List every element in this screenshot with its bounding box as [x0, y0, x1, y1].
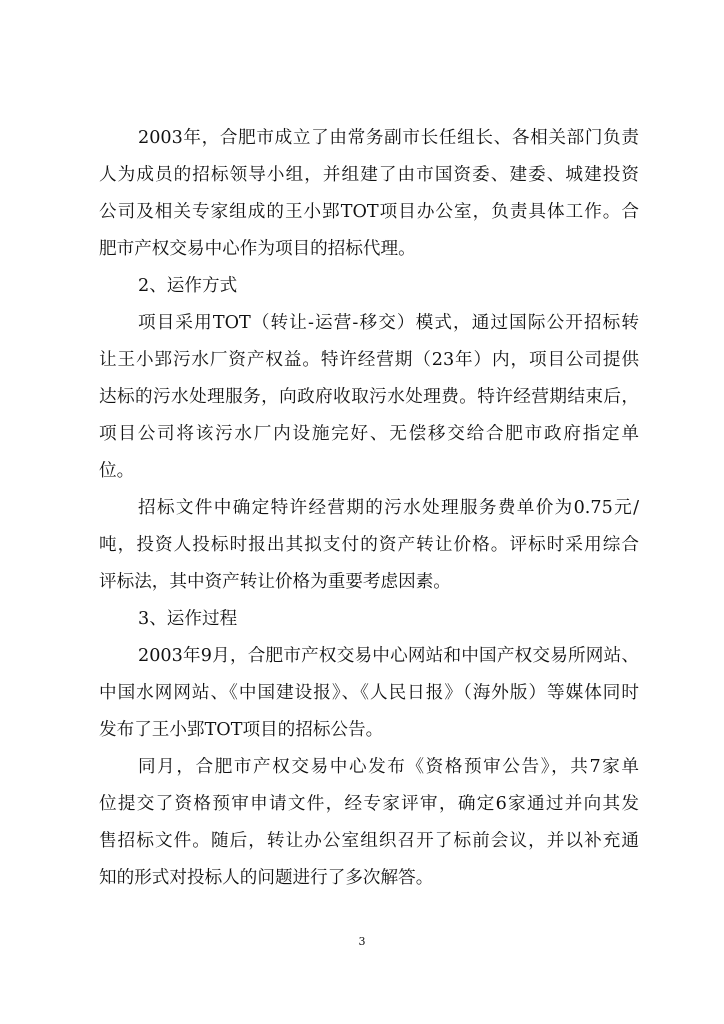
paragraph-prequalification-line-3: 售招标文件。随后，转让办公室组织召开了标前会议，并以补充通: [99, 831, 639, 851]
paragraph-operation-mode-line-2: 让王小郢污水厂资产权益。特许经营期（23年）内，项目公司提供: [99, 350, 639, 370]
page-number: 3: [358, 935, 366, 948]
paragraph-operation-mode-line-4: 项目公司将该污水厂内设施完好、无偿移交给合肥市政府指定单: [99, 424, 639, 444]
paragraph-operation-mode-line-1: 项目采用TOT（转让-运营-移交）模式，通过国际公开招标转: [138, 313, 639, 333]
paragraph-bidding-terms-line-2: 吨，投资人投标时报出其拟支付的资产转让价格。评标时采用综合: [99, 535, 639, 555]
paragraph-background-line-3: 公司及相关专家组成的王小郢TOT项目办公室，负责具体工作。合: [99, 202, 639, 222]
paragraph-bidding-terms-line-3: 评标法，其中资产转让价格为重要考虑因素。: [99, 572, 451, 592]
paragraph-background-line-1: 2003年，合肥市成立了由常务副市长任组长、各相关部门负责: [138, 128, 639, 148]
paragraph-operation-mode-line-5: 位。: [99, 461, 135, 481]
paragraph-prequalification-line-1: 同月，合肥市产权交易中心发布《资格预审公告》，共7家单: [138, 757, 639, 777]
heading-operation-mode: 2、运作方式: [138, 276, 238, 296]
paragraph-prequalification-line-4: 知的形式对投标人的问题进行了多次解答。: [99, 868, 434, 888]
paragraph-background-line-4: 肥市产权交易中心作为项目的招标代理。: [99, 239, 416, 259]
paragraph-prequalification-line-2: 位提交了资格预审申请文件，经专家评审，确定6家通过并向其发: [99, 794, 639, 814]
paragraph-announcement-line-3: 发布了王小郢TOT项目的招标公告。: [99, 720, 384, 740]
paragraph-bidding-terms-line-1: 招标文件中确定特许经营期的污水处理服务费单价为0.75元/: [138, 498, 639, 518]
paragraph-background-line-2: 人为成员的招标领导小组，并组建了由市国资委、建委、城建投资: [99, 165, 639, 185]
heading-operation-process: 3、运作过程: [138, 609, 238, 629]
paragraph-operation-mode-line-3: 达标的污水处理服务，向政府收取污水处理费。特许经营期结束后，: [99, 387, 639, 407]
paragraph-announcement-line-2: 中国水网网站、《中国建设报》、《人民日报》（海外版）等媒体同时: [99, 683, 639, 703]
paragraph-announcement-line-1: 2003年9月，合肥市产权交易中心网站和中国产权交易所网站、: [138, 646, 639, 666]
